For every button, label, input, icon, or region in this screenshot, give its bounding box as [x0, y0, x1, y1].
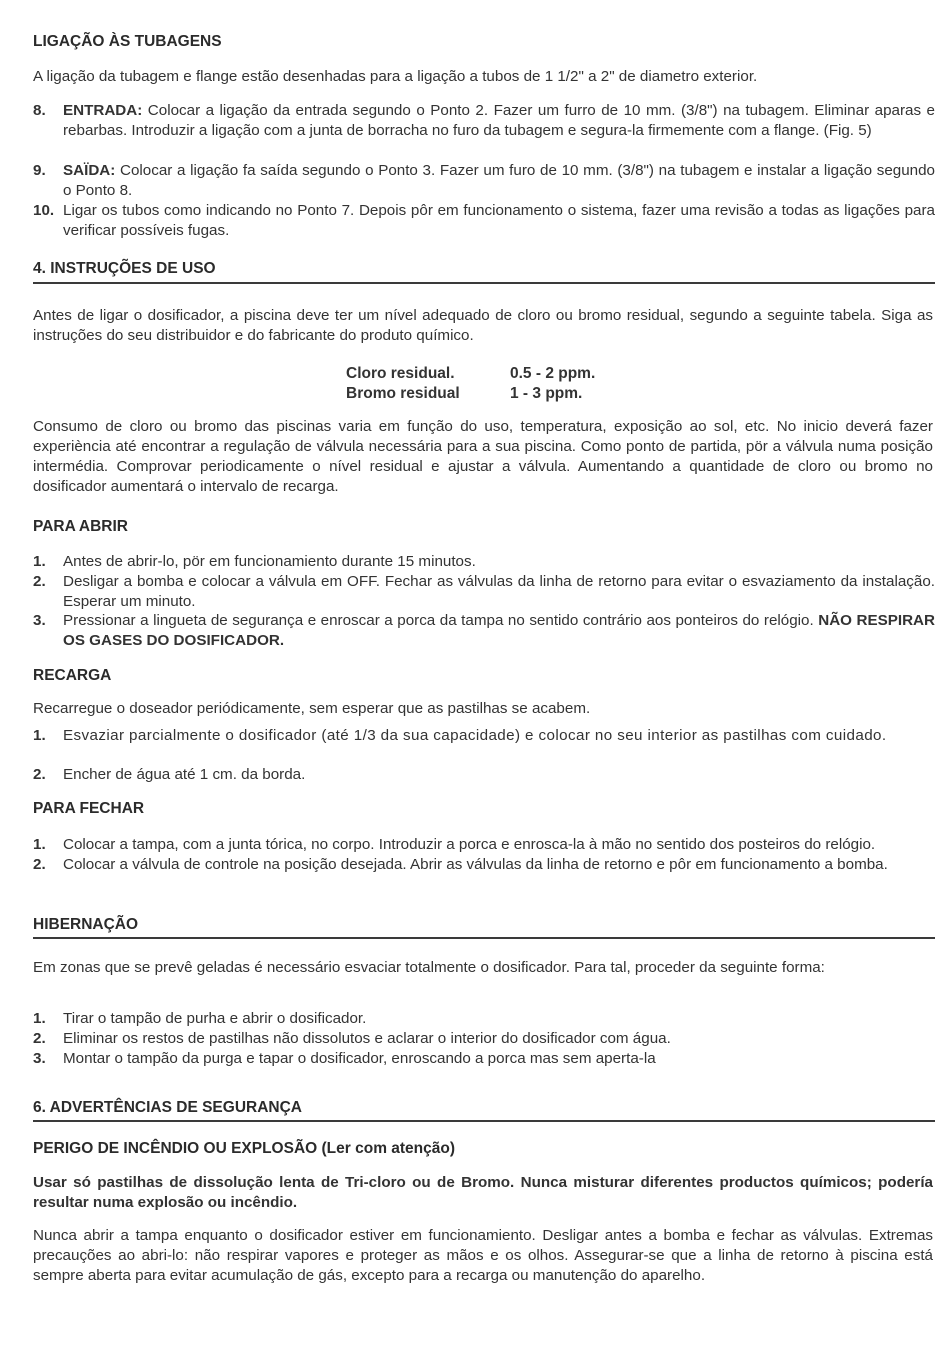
item-number: 2. — [33, 573, 46, 590]
item-number: 2. — [33, 856, 46, 873]
item-text: Esvaziar parcialmente o dosificador (até 1/3 da sua capacidade) e colocar no seu interior as pastilhas com cuidado. — [63, 727, 887, 744]
item-number: 1. — [33, 1010, 46, 1027]
item-text — [63, 161, 935, 201]
section-title-hibernacao: HIBERNAÇÃO — [33, 916, 139, 933]
list-item-9 — [33, 161, 935, 201]
item-text: Colocar a tampa, com a junta tórica, no corpo. Introduzir a porca e enrosca-la à mão no sentido dos posteiros do relógio. — [63, 836, 876, 853]
list-item — [33, 552, 935, 572]
item-text — [63, 101, 935, 141]
section-divider — [33, 282, 935, 284]
item-number: 2. — [33, 766, 46, 783]
list-item — [33, 765, 935, 785]
table-value: 0.5 - 2 ppm. — [510, 365, 596, 382]
consumo-paragraph: Consumo de cloro ou bromo das piscinas varia em função do uso, temperatura, exposição ao sol, etc. No inicio deverá fazer experiència até encontrar a regulação de válvula necessária para a sua piscina. Como ponto de partida, pör a válvula numa posição intermédia. Comprovar periodicamente o nível residual e ajustar a válvula. Aumentando a quantidade de cloro ou bromo no dosificador aumentará o intervalo de recarga. — [33, 418, 933, 495]
list-item — [33, 1029, 935, 1049]
section-divider — [33, 937, 935, 939]
section-divider — [33, 1120, 935, 1122]
item-number: 3. — [33, 612, 46, 629]
item-number: 9. — [33, 162, 46, 179]
list-item-10 — [33, 201, 935, 241]
item-number: 10. — [33, 202, 55, 219]
item-text: Ligar os tubos como indicando no Ponto 7. Depois pôr em funcionamento o sistema, fazer uma revisão a todas as ligações para verificar possíveis fugas. — [63, 202, 935, 239]
item-number: 1. — [33, 727, 46, 744]
hibernacao-intro: Em zonas que se prevê geladas é necessário esvaciar totalmente o dosificador. Para tal, proceder da seguinte forma: — [33, 959, 825, 976]
recarga-intro: Recarregue o doseador periódicamente, sem esperar que as pastilhas se acabem. — [33, 700, 591, 717]
item-text: Desligar a bomba e colocar a válvula em OFF. Fechar as válvulas da linha de retorno para evitar o esvaziamento da instalação. Esperar um minuto. — [63, 573, 935, 610]
item-number: 3. — [33, 1050, 46, 1067]
item-text — [63, 611, 935, 651]
list-item — [33, 1009, 935, 1029]
table-label: Cloro residual. — [346, 365, 455, 382]
list-item — [33, 611, 935, 651]
safety-paragraph: Nunca abrir a tampa enquanto o dosificador estiver em funcionamiento. Desligar antes a bomba e fechar as válvulas. Extremas precauções ao abri-lo: não respirar vapores e proteger as mãos e os olhos. Assegurar-se que a linha de retorno à piscina está sempre aberta para evitar acumulação de gás, excepto para a recarga ou manutenção do aparelho. — [33, 1227, 933, 1284]
item-text: Eliminar os restos de pastilhas não dissolutos e aclarar o interior do dosificador com água. — [63, 1030, 671, 1047]
table-label: Bromo residual — [346, 385, 460, 402]
item-number: 2. — [33, 1030, 46, 1047]
instrucoes-intro: Antes de ligar o dosificador, a piscina deve ter um nível adequado de cloro ou bromo residual, segundo a seguinte tabela. Siga as instruções do seu distribuidor e do fabricante do produto químico. — [33, 307, 933, 344]
list-item — [33, 572, 935, 612]
list-item-8 — [33, 101, 935, 141]
item-text: Tirar o tampão de purha e abrir o dosificador. — [63, 1010, 367, 1027]
item-text: Antes de abrir-lo, pör em funcionamiento durante 15 minutos. — [63, 553, 476, 570]
section-title-recarga: RECARGA — [33, 667, 112, 684]
item-body: Colocar a ligação da entrada segundo o Ponto 2. Fazer um furro de 10 mm. (3/8") na tubagem. Eliminar aparas e rebarbas. Introduzir a ligação com a junta de borracha no furo da tubagem e segura-la firmemente com a flange. (Fig. 5) — [63, 102, 935, 139]
item-lead: ENTRADA: — [63, 102, 143, 119]
table-value: 1 - 3 ppm. — [510, 385, 583, 402]
item-body: Colocar a ligação fa saída segundo o Ponto 3. Fazer um furo de 10 mm. (3/8") na tubagem e instalar a ligação segundo o Ponto 8. — [63, 162, 935, 199]
item-number: 8. — [33, 102, 46, 119]
item-text: Encher de água até 1 cm. da borda. — [63, 766, 306, 783]
list-item — [33, 855, 935, 875]
section-title-ligacao: LIGAÇÃO ÀS TUBAGENS — [33, 33, 222, 50]
item-body: Pressionar a lingueta de segurança e enroscar a porca da tampa no sentido contrário aos ponteiros do relógio. — [63, 612, 819, 629]
list-item — [33, 835, 935, 855]
item-number: 1. — [33, 553, 46, 570]
warning-paragraph: Usar só pastilhas de dissolução lenta de Tri-cloro ou de Bromo. Nunca misturar diferentes productos químicos; podería resultar numa explosão ou incêndio. — [33, 1174, 933, 1211]
item-lead: SAÏDA: — [63, 162, 116, 179]
subsection-title-perigo: PERIGO DE INCÊNDIO OU EXPLOSÃO (Ler com atenção) — [33, 1140, 456, 1157]
list-item — [33, 726, 935, 746]
section-title-advertencias: 6. ADVERTÊNCIAS DE SEGURANÇA — [33, 1099, 302, 1116]
item-text: Colocar a válvula de controle na posição desejada. Abrir as válvulas da linha de retorno e pôr em funcionamento a bomba. — [63, 856, 888, 873]
section-title-fechar: PARA FECHAR — [33, 800, 145, 817]
item-text: Montar o tampão da purga e tapar o dosificador, enroscando a porca mas sem aperta-la — [63, 1050, 656, 1067]
section-title-abrir: PARA ABRIR — [33, 518, 129, 535]
section-title-instrucoes: 4. INSTRUÇÕES DE USO — [33, 260, 216, 277]
warning-text: NÃO RESPIRAR OS GASES DO DOSIFICADOR. — [63, 612, 935, 649]
list-item — [33, 1049, 935, 1069]
ligacao-intro: A ligação da tubagem e flange estão desenhadas para a ligação a tubos de 1 1/2" a 2" de diametro exterior. — [33, 68, 758, 85]
item-number: 1. — [33, 836, 46, 853]
